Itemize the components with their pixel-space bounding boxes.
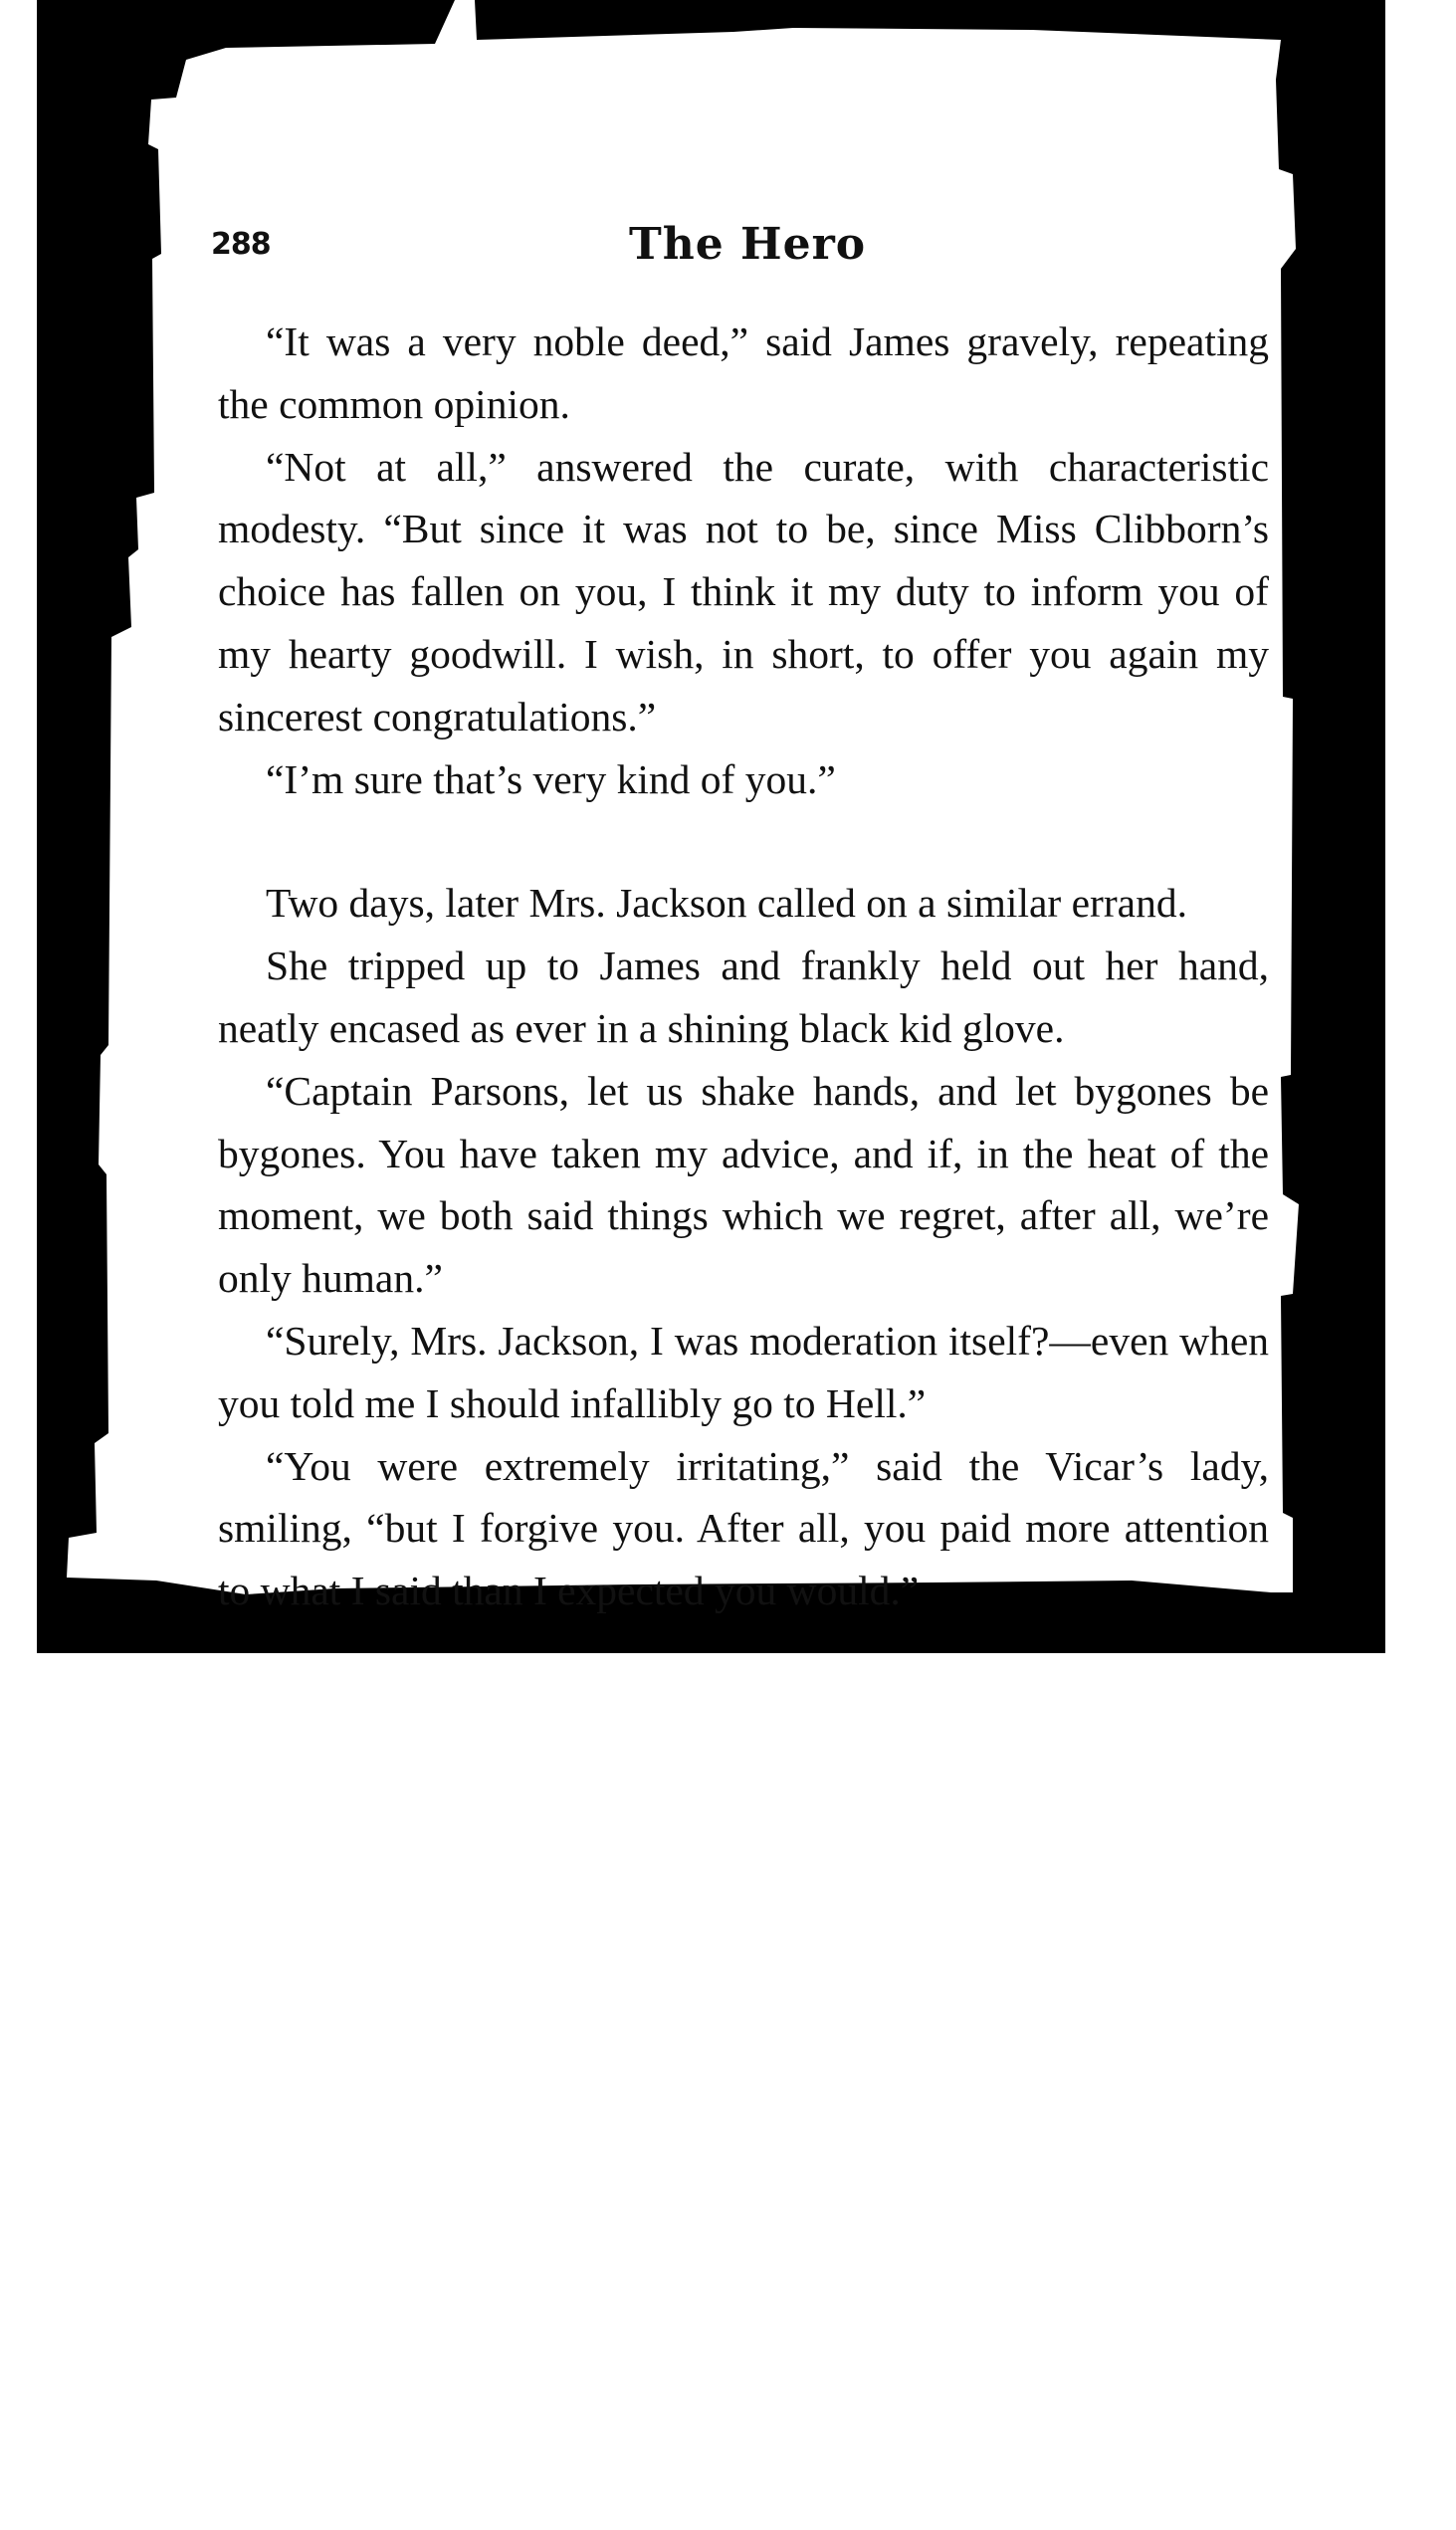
paragraph: “Captain Parsons, let us shake hands, and let bygones be bygones. You have taken my advice, and if, in the heat of the moment, we both said things which we regret, after all, we’re only human.” (218, 1067, 1269, 1302)
page-header (211, 221, 1266, 281)
paragraph: “You were extremely irritating,” said the Vicar’s lady, smiling, “but I forgive you. After all, you paid more attention to what I said than I expected you would.” (218, 1442, 1269, 1614)
paragraph: “I’m sure that’s very kind of you.” (266, 755, 836, 802)
running-title: The Hero (629, 219, 867, 270)
body-text (218, 311, 1269, 1622)
paragraph: “Not at all,” answered the curate, with characteristic modesty. “But since it was not to be, since Miss Clibborn’s choice has fallen on you, I think it my duty to inform you of my hearty goodwill. I wish, in short, to offer you again my sincerest congratulations.” (218, 443, 1269, 739)
paragraph: “Surely, Mrs. Jackson, I was moderation itself?—even when you told me I should infallibly go to Hell.” (218, 1317, 1269, 1426)
paragraph: “It was a very noble deed,” said James gravely, repeating the common opinion. (218, 318, 1269, 427)
scanned-page (37, 0, 1385, 1653)
paragraph: Two days, later Mrs. Jackson called on a similar errand. (266, 880, 1187, 927)
paragraph: She tripped up to James and frankly held out her hand, neatly encased as ever in a shining black kid glove. (218, 943, 1269, 1051)
page-number: 288 (211, 227, 271, 262)
